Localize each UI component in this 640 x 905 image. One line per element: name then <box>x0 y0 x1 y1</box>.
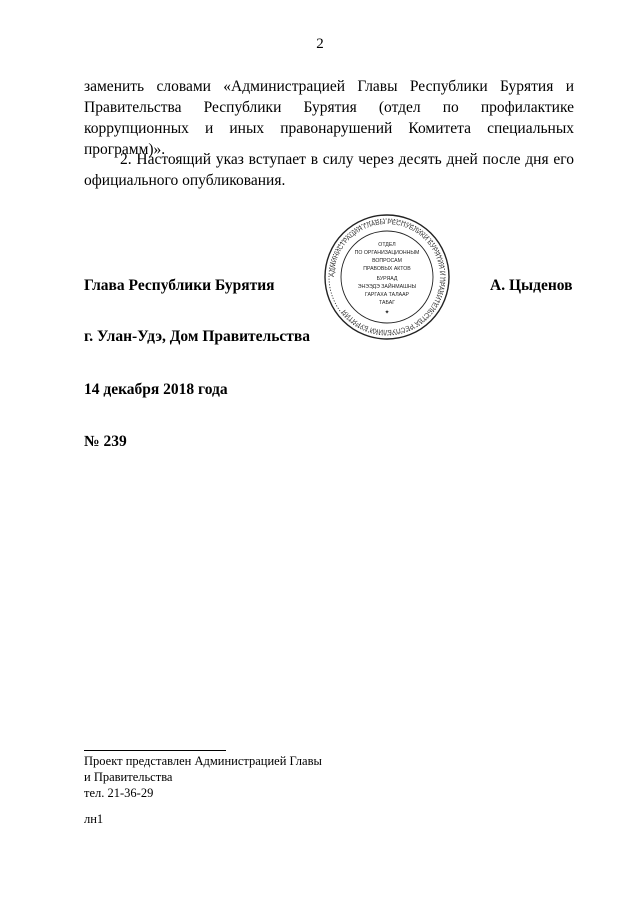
decree-number: № 239 <box>84 433 127 450</box>
seal-line: ВОПРОСАМ <box>372 258 402 264</box>
signer-name: А. Цыденов <box>490 277 573 294</box>
seal-line: ГАРГАХА ТАЛААР <box>364 292 410 298</box>
page-number: 2 <box>316 36 324 52</box>
seal-line: ОТДЕЛ <box>378 242 396 248</box>
signer-title: Глава Республики Бурятия <box>84 277 275 294</box>
footnote-divider <box>84 750 226 751</box>
seal-line: БУРЯАД <box>376 276 398 282</box>
signing-date: 14 декабря 2018 года <box>84 381 228 398</box>
official-seal <box>322 212 452 342</box>
seal-ring-text: АДМИНИСТРАЦИЯ ГЛАВЫ РЕСПУБЛИКИ БУРЯТИЯ И ПРАВИТЕЛЬСТВА РЕСПУБЛИКИ БУРЯТИЯ <box>328 218 446 336</box>
seal-line: ТАБАГ <box>378 300 396 306</box>
seal-graphic <box>322 212 452 342</box>
footnote-line-2: и Правительства <box>84 770 173 784</box>
footnote-phone: тел. 21-36-29 <box>84 786 154 800</box>
seal-line: ПО ОРГАНИЗАЦИОННЫМ <box>354 250 420 256</box>
footnote-code: лн1 <box>84 812 104 826</box>
footnote-line-1: Проект представлен Администрацией Главы <box>84 754 322 768</box>
body-paragraph-2: 2. Настоящий указ вступает в силу через десять дней после дня его официального опубликования. <box>84 151 574 189</box>
seal-star-icon: ✦ <box>384 310 390 316</box>
body-paragraph-1: заменить словами «Администрацией Главы Республики Бурятия и Правительства Республики Бурятия (отдел по профилактике коррупционных и иных правонарушений Комитета специальных программ)». <box>84 78 574 158</box>
seal-line: ПРАВОВЫХ АКТОВ <box>363 266 411 272</box>
signing-place: г. Улан-Удэ, Дом Правительства <box>84 328 311 345</box>
seal-line: ЭНЭЭДЭ ЗАЙНМАШНЫ <box>357 284 417 290</box>
